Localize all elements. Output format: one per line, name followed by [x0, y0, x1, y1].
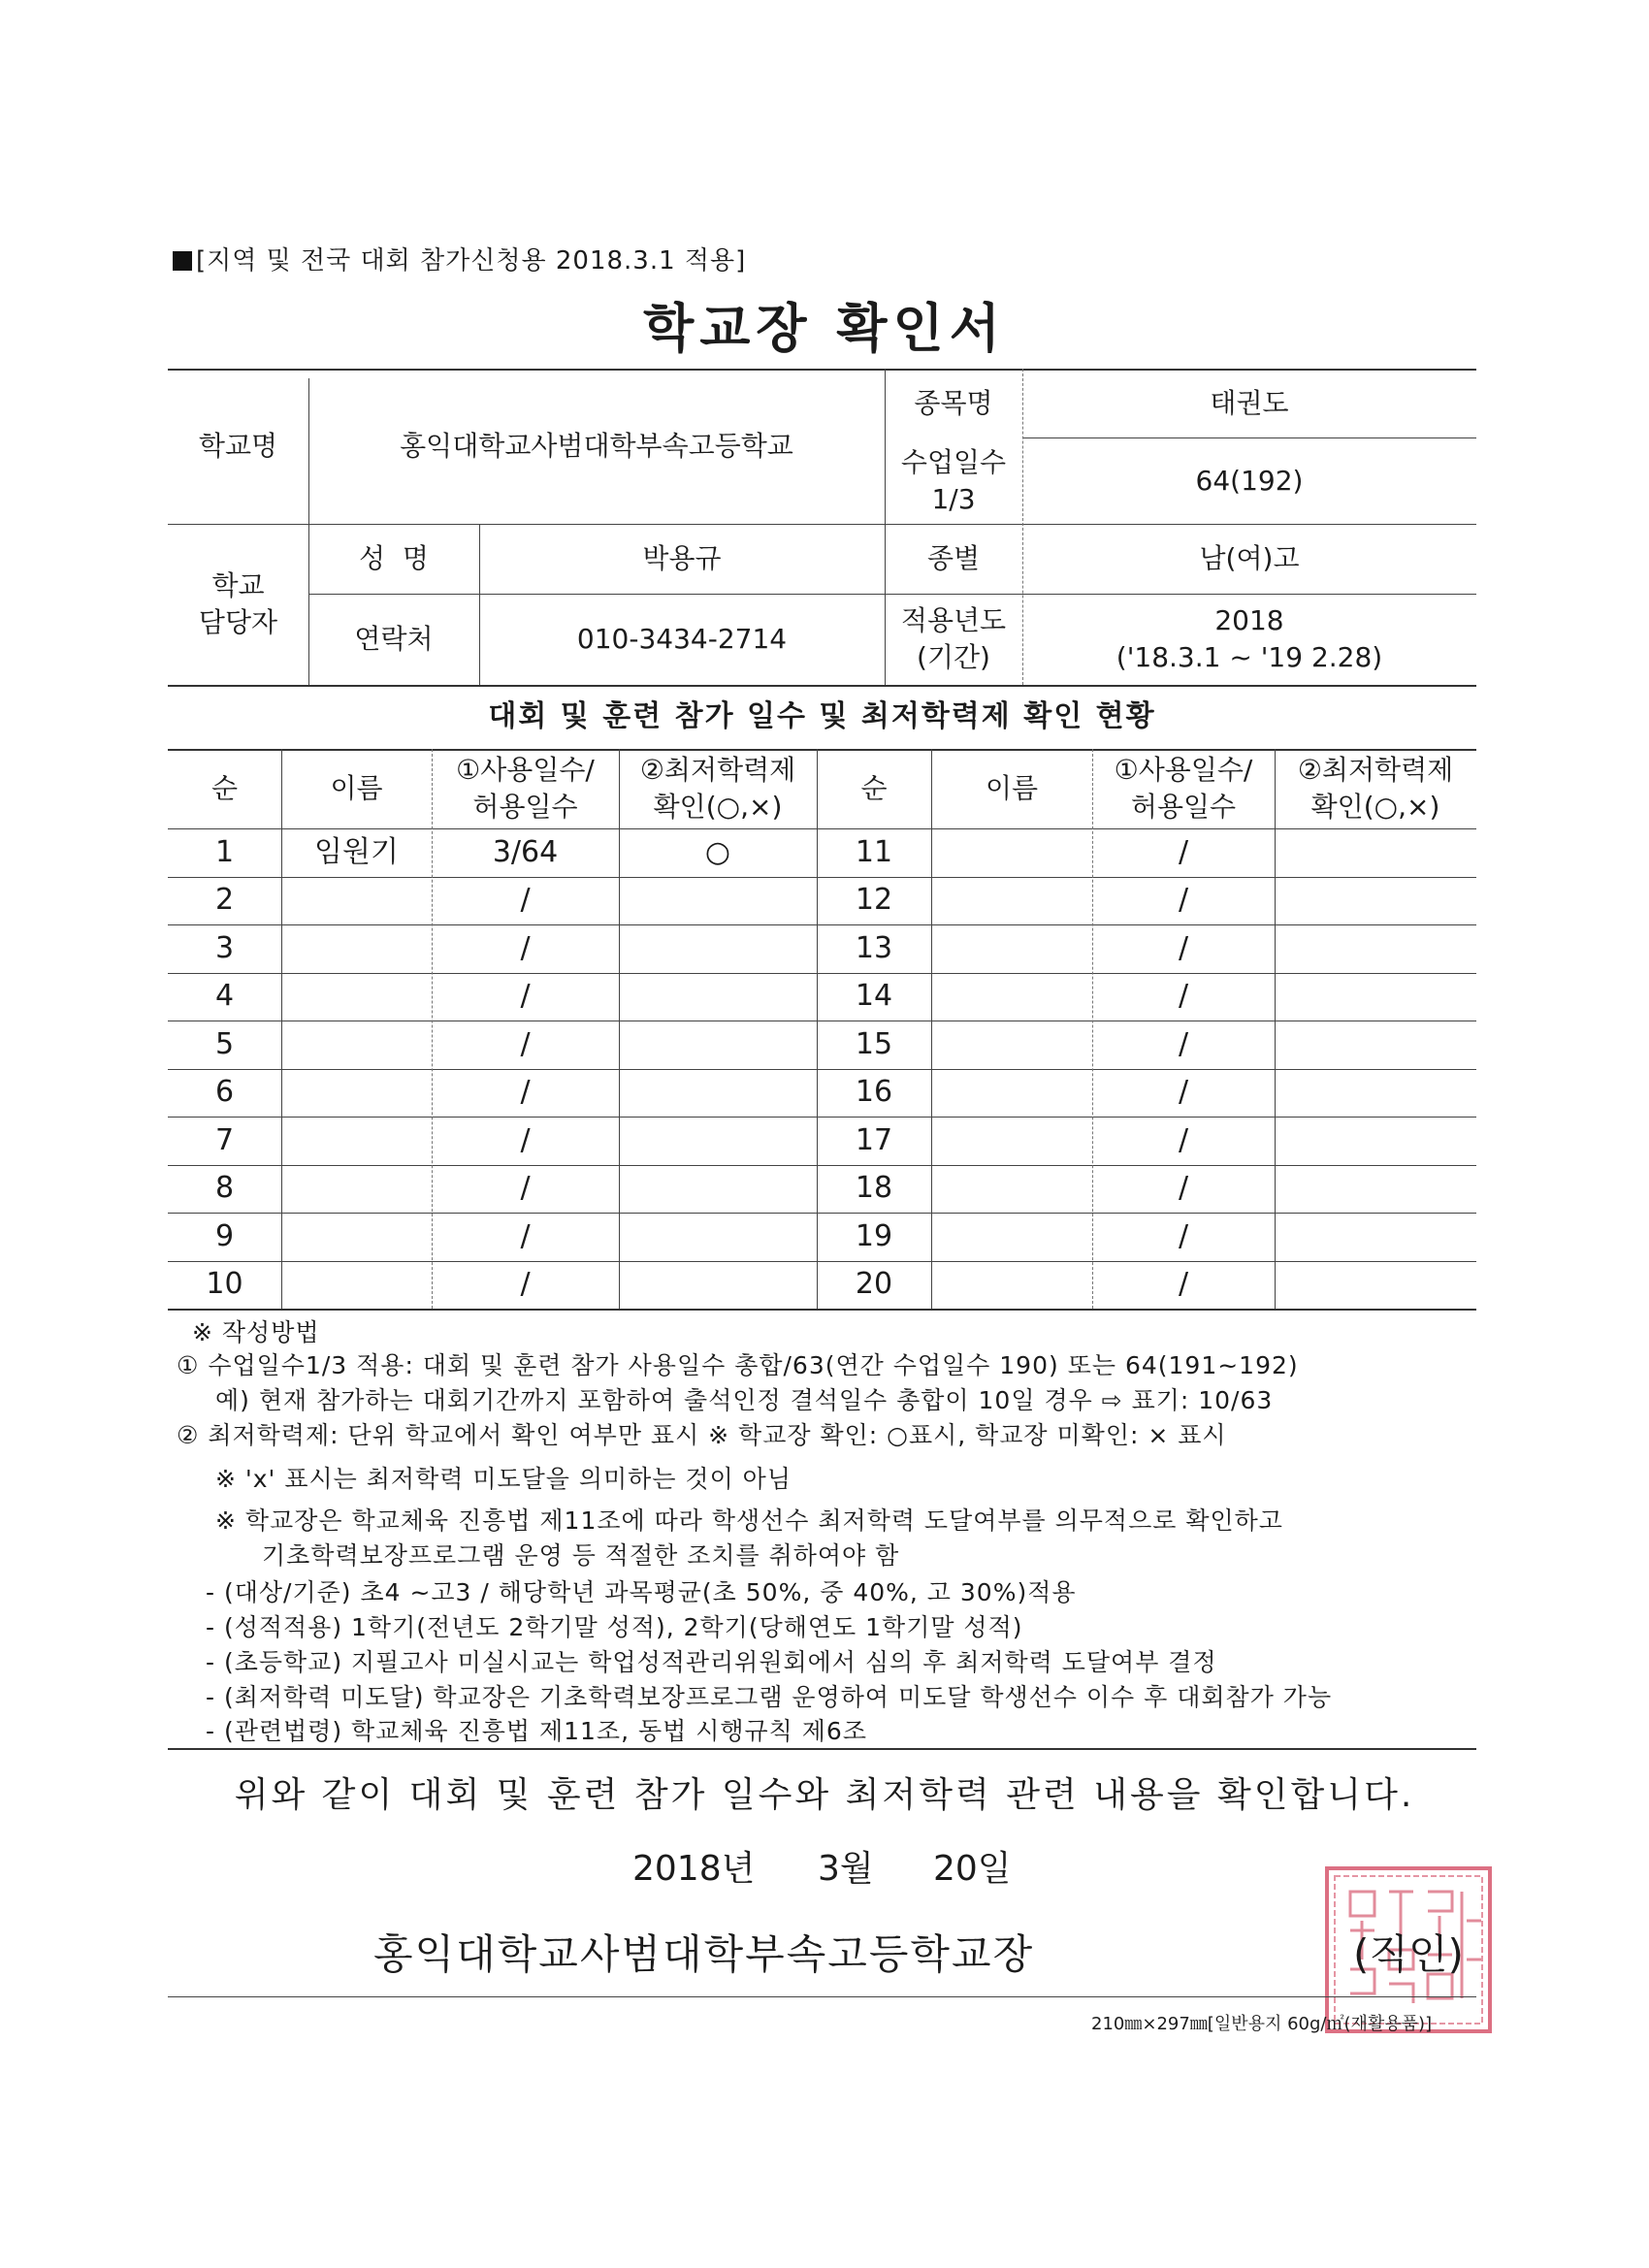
header-min-academic: ②최저학력제 확인(○,×) — [639, 754, 796, 823]
cell-days: / — [520, 1267, 531, 1301]
cell-name — [281, 1069, 432, 1118]
header-min-academic: ②최저학력제 확인(○,×) — [1297, 754, 1454, 823]
date-month: 3월 — [818, 1849, 874, 1889]
cell-min — [619, 877, 817, 925]
cell-days: / — [520, 1218, 531, 1253]
header-days: ①사용일수/ 허용일수 — [1114, 754, 1253, 823]
cell-name — [281, 1261, 432, 1310]
seal-label: (직인) — [1353, 1930, 1464, 1978]
note-line: - (관련법령) 학교체육 진흥법 제11조, 동법 시행규칙 제6조 — [206, 1717, 867, 1745]
cell-days: / — [1178, 979, 1189, 1013]
paper-spec: 210㎜×297㎜[일반용지 60g/㎡(재활용품)] — [1091, 2014, 1433, 2034]
cell-min — [619, 1261, 817, 1310]
cell-no: 14 — [855, 979, 893, 1013]
cell-days: / — [1178, 834, 1189, 869]
cell-name — [931, 973, 1092, 1021]
cell-name: 임원기 — [314, 834, 399, 869]
cell-days: / — [1178, 1267, 1189, 1301]
cell-days: / — [520, 1075, 531, 1109]
cell-no: 3 — [214, 930, 235, 965]
cell-name — [931, 1213, 1092, 1261]
footer-line — [168, 1996, 1476, 1997]
header-days: ①사용일수/ 허용일수 — [456, 754, 595, 823]
cell-days: / — [520, 1026, 531, 1061]
cell-days: / — [1178, 1122, 1189, 1157]
cell-no: 7 — [214, 1122, 235, 1157]
cell-min — [1275, 1165, 1476, 1214]
cell-no: 20 — [855, 1267, 893, 1301]
cell-min — [1275, 1069, 1476, 1118]
cell-days: / — [1178, 1075, 1189, 1109]
name-value: 박용규 — [642, 542, 722, 575]
contact-value: 010-3434-2714 — [576, 623, 788, 656]
cell-days: 3/64 — [492, 834, 559, 869]
note-line: ※ 학교장은 학교체육 진흥법 제11조에 따라 학생선수 최저학력 도달여부를 의무적으로 확인하고 — [215, 1507, 1283, 1535]
cell-min — [619, 924, 817, 973]
cell-days: / — [1178, 1026, 1189, 1061]
notes-bottom-line — [168, 1748, 1476, 1750]
gender-value: 남(여)고 — [1199, 542, 1300, 575]
class-days-label: 수업일수 1/3 — [900, 445, 1007, 515]
cell-no: 9 — [214, 1218, 235, 1253]
name-label: 성 명 — [359, 542, 429, 575]
period-label: 적용년도 (기간) — [900, 604, 1007, 673]
form-code: [지역 및 전국 대회 참가신청용 2018.3.1 적용] — [173, 241, 746, 276]
cell-days: / — [520, 979, 531, 1013]
cell-min — [619, 1021, 817, 1069]
header-name: 이름 — [330, 772, 383, 805]
school-name: 홍익대학교사범대학부속고등학교 — [400, 430, 793, 463]
header-no: 순 — [210, 772, 239, 805]
note-line: ※ 'x' 표시는 최저학력 미도달을 의미하는 것이 아님 — [215, 1465, 792, 1493]
cell-min — [1275, 1117, 1476, 1165]
cell-no: 6 — [214, 1075, 235, 1109]
cell-no: 18 — [855, 1171, 893, 1205]
date-year: 2018년 — [632, 1849, 756, 1889]
cell-name — [281, 1021, 432, 1069]
cell-days: / — [520, 1171, 531, 1205]
note-line: 기초학력보장프로그램 운영 등 적절한 조치를 취하여야 함 — [262, 1541, 900, 1570]
note-line: - (초등학교) 지필고사 미실시교는 학업성적관리위원회에서 심의 후 최저학력 도달여부 결정 — [206, 1648, 1217, 1676]
cell-min — [1275, 1021, 1476, 1069]
cell-min — [619, 1165, 817, 1214]
cell-days: / — [1178, 1218, 1189, 1253]
cell-min — [1275, 877, 1476, 925]
cell-no: 16 — [855, 1075, 893, 1109]
cell-days: / — [520, 883, 531, 917]
cell-name — [931, 1261, 1092, 1310]
cell-name — [281, 1165, 432, 1214]
date-day: 20일 — [933, 1849, 1012, 1889]
cell-min — [1275, 1213, 1476, 1261]
note-line: - (최저학력 미도달) 학교장은 기초학력보장프로그램 운영하여 미도달 학생선수 이수 후 대회참가 가능 — [206, 1683, 1333, 1711]
cell-days: / — [1178, 930, 1189, 965]
cell-min — [619, 973, 817, 1021]
principal-name: 홍익대학교사범대학부속고등학교장 — [373, 1930, 1035, 1978]
table-vline — [817, 749, 818, 1309]
cell-name — [931, 828, 1092, 877]
cell-min — [619, 1069, 817, 1118]
cell-name — [281, 1213, 432, 1261]
note-line: ② 최저학력제: 단위 학교에서 확인 여부만 표시 ※ 학교장 확인: ○표시, 학교장 미확인: × 표시 — [177, 1421, 1227, 1449]
cell-min — [1275, 973, 1476, 1021]
cell-days: / — [520, 1122, 531, 1157]
header-no: 순 — [860, 772, 888, 805]
header-name: 이름 — [985, 772, 1039, 805]
cell-no: 12 — [855, 883, 893, 917]
cell-no: 8 — [214, 1171, 235, 1205]
note-line: ① 수업일수1/3 적용: 대회 및 훈련 참가 사용일수 총합/63(연간 수업일수 190) 또는 64(191~192) — [177, 1351, 1299, 1379]
section-title: 대회 및 훈련 참가 일수 및 최저학력제 확인 현황 — [488, 698, 1156, 733]
sport-value: 태권도 — [1210, 386, 1289, 419]
cell-name — [281, 1117, 432, 1165]
cell-no: 4 — [214, 979, 235, 1013]
cell-min: ○ — [704, 834, 731, 869]
cell-min — [1275, 924, 1476, 973]
note-line: - (성적적용) 1학기(전년도 2학기말 성적), 2학기(당해연도 1학기말 성적) — [206, 1613, 1023, 1641]
cell-no: 17 — [855, 1122, 893, 1157]
cell-name — [931, 924, 1092, 973]
table-vline — [281, 749, 282, 1309]
cell-no: 19 — [855, 1218, 893, 1253]
cell-no: 2 — [214, 883, 235, 917]
contact-label: 연락처 — [354, 623, 434, 656]
table-vline — [931, 749, 932, 1309]
cell-name — [281, 924, 432, 973]
cell-name — [931, 1117, 1092, 1165]
cell-no: 13 — [855, 930, 893, 965]
cell-no: 15 — [855, 1026, 893, 1061]
cell-name — [931, 1165, 1092, 1214]
confirmation-statement: 위와 같이 대회 및 훈련 참가 일수와 최저학력 관련 내용을 확인합니다. — [234, 1775, 1415, 1815]
school-label: 학교명 — [198, 430, 278, 463]
table-vline — [1092, 749, 1093, 1309]
note-line: 예) 현재 참가하는 대회기간까지 포함하여 출석인정 결석일수 총합이 10일 경우 ⇨ 표기: 10/63 — [215, 1386, 1274, 1414]
cell-name — [281, 973, 432, 1021]
sport-label: 종목명 — [914, 386, 993, 419]
notes-heading: ※ 작성방법 — [192, 1318, 320, 1346]
cell-min — [619, 1213, 817, 1261]
cell-no: 5 — [214, 1026, 235, 1061]
cell-days: / — [1178, 1171, 1189, 1205]
cell-days: / — [1178, 883, 1189, 917]
cell-no: 10 — [206, 1267, 243, 1301]
cell-min — [619, 1117, 817, 1165]
cell-min — [1275, 1261, 1476, 1310]
cell-name — [281, 877, 432, 925]
table-vline — [432, 749, 433, 1309]
manager-label: 학교 담당자 — [198, 569, 278, 638]
cell-name — [931, 1021, 1092, 1069]
cell-min — [1275, 828, 1476, 877]
class-days-value: 64(192) — [1195, 464, 1304, 497]
note-line: - (대상/기준) 초4 ~고3 / 해당학년 과목평균(초 50%, 중 40%, 고 30%)적용 — [206, 1578, 1077, 1606]
period-value: 2018 ('18.3.1 ~ '19 2.28) — [1116, 604, 1383, 673]
table-row-line — [168, 1309, 1476, 1311]
cell-name — [931, 1069, 1092, 1118]
document-title: 학교장 확인서 — [643, 298, 1006, 359]
table-vline — [1275, 749, 1276, 1309]
cell-no: 1 — [214, 834, 235, 869]
cell-no: 11 — [855, 834, 893, 869]
cell-name — [931, 877, 1092, 925]
cell-days: / — [520, 930, 531, 965]
table-vline — [619, 749, 620, 1309]
black-square-icon — [173, 251, 192, 271]
gender-label: 종별 — [926, 542, 981, 575]
